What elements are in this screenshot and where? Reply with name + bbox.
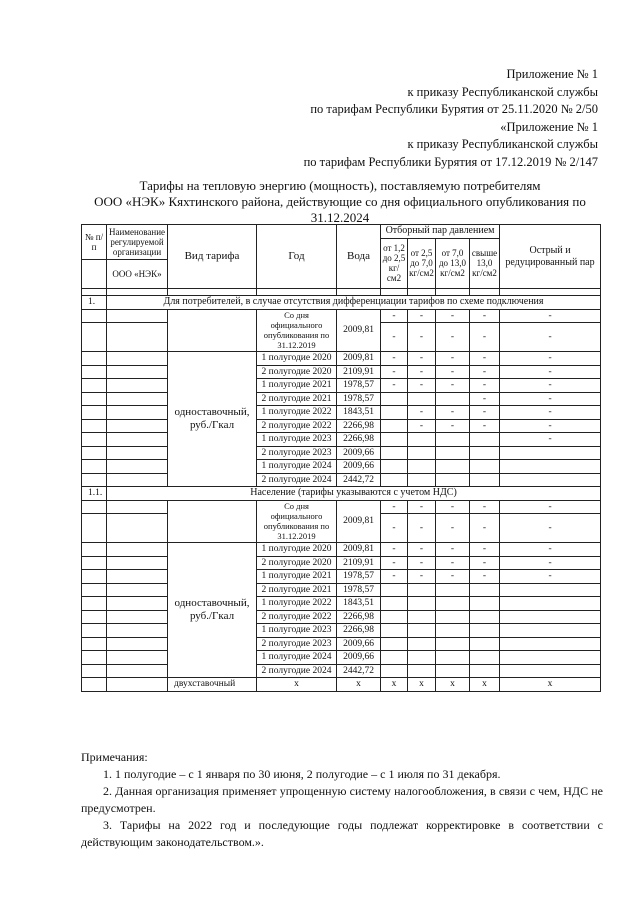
num-cell — [82, 664, 107, 678]
dash-cell: - — [470, 514, 500, 543]
dash-cell — [381, 610, 408, 624]
tariff-type-cell — [168, 309, 257, 352]
num-cell — [82, 624, 107, 638]
water-value: 2009,66 — [337, 637, 381, 651]
dash-cell — [436, 392, 470, 406]
org-cell — [107, 473, 168, 487]
dash-cell: - — [470, 352, 500, 366]
water-value: 2009,66 — [337, 460, 381, 474]
water-value: 1843,51 — [337, 406, 381, 420]
water-value: 2442,72 — [337, 473, 381, 487]
tariff-type-two-rate: двухставочный — [168, 678, 257, 692]
dash-cell: - — [436, 570, 470, 584]
document-title — [80, 178, 600, 226]
table-row — [82, 624, 601, 638]
dash-cell: - — [381, 514, 408, 543]
header-water: Вода — [337, 225, 381, 289]
dash-cell: - — [408, 365, 436, 379]
dash-cell — [408, 664, 436, 678]
num-cell — [82, 543, 107, 557]
dash-cell — [500, 664, 601, 678]
dash-cell — [408, 433, 436, 447]
org-cell — [107, 664, 168, 678]
dash-cell: - — [470, 543, 500, 557]
notes — [81, 749, 603, 851]
dash-cell — [500, 583, 601, 597]
org-cell — [107, 309, 168, 323]
water-value: 2266,98 — [337, 624, 381, 638]
dash-cell — [436, 460, 470, 474]
org-cell — [107, 460, 168, 474]
table-row — [82, 473, 601, 487]
dash-cell — [500, 460, 601, 474]
period-cell: 2 полугодие 2021 — [257, 392, 337, 406]
header-org-name: ООО «НЭК» — [107, 260, 168, 289]
document-header — [304, 66, 598, 171]
header-line: «Приложение № 1 — [500, 119, 598, 134]
dash-cell — [436, 433, 470, 447]
org-cell — [107, 651, 168, 665]
tariff-type-one-rate: одноставочный, руб./Гкал — [168, 543, 257, 678]
water-value: 2009,66 — [337, 446, 381, 460]
num-cell — [82, 637, 107, 651]
dash-cell — [381, 651, 408, 665]
dash-cell: - — [470, 500, 500, 514]
dash-cell: - — [470, 309, 500, 323]
dash-cell: - — [500, 543, 601, 557]
dash-cell: - — [436, 419, 470, 433]
header-line: к приказу Республиканской службы — [407, 84, 598, 99]
dash-cell — [436, 624, 470, 638]
table-row — [82, 419, 601, 433]
header-pressure-3: от 7,0 до 13,0 кг/см2 — [436, 238, 470, 289]
dash-cell — [470, 473, 500, 487]
dash-cell — [408, 583, 436, 597]
dash-cell: - — [408, 514, 436, 543]
dash-cell: - — [381, 323, 408, 352]
section-title: Для потребителей, в случае отсутствия дифференциации тарифов по схеме подключения — [107, 296, 601, 310]
period-cell: 2 полугодие 2023 — [257, 446, 337, 460]
dash-cell — [436, 473, 470, 487]
section-number: 1. — [82, 296, 107, 310]
table-row — [82, 610, 601, 624]
dash-cell: - — [500, 570, 601, 584]
dash-cell: - — [408, 406, 436, 420]
x-cell: х — [337, 678, 381, 692]
header-pressure-4: свыше 13,0 кг/см2 — [470, 238, 500, 289]
dash-cell: - — [436, 323, 470, 352]
water-value: 2009,81 — [337, 543, 381, 557]
section-title: Население (тарифы указываются с учетом НДС) — [107, 487, 601, 501]
num-cell — [82, 570, 107, 584]
dash-cell — [500, 610, 601, 624]
dash-cell — [470, 460, 500, 474]
header-sharp-steam: Острый и редуцированный пар — [500, 225, 601, 289]
num-cell — [82, 352, 107, 366]
table-row — [82, 352, 601, 366]
water-value: 2266,98 — [337, 419, 381, 433]
period-cell: Со дня официального опубликования по 31.12.2019 — [257, 500, 337, 543]
title-line: Тарифы на тепловую энергию (мощность), поставляемую потребителям — [139, 178, 541, 193]
num-cell — [82, 556, 107, 570]
org-cell — [107, 597, 168, 611]
period-cell: 2 полугодие 2021 — [257, 583, 337, 597]
dash-cell: - — [436, 406, 470, 420]
dash-cell — [381, 392, 408, 406]
water-value: 1978,57 — [337, 392, 381, 406]
num-cell — [82, 583, 107, 597]
water-value: 2266,98 — [337, 433, 381, 447]
period-cell: 2 полугодие 2020 — [257, 365, 337, 379]
header-org: Наименование регулируемой организации — [107, 225, 168, 260]
num-cell — [82, 433, 107, 447]
dash-cell: - — [500, 500, 601, 514]
dash-cell — [381, 664, 408, 678]
tariff-type-cell — [168, 500, 257, 543]
x-cell: х — [257, 678, 337, 692]
table-row — [82, 583, 601, 597]
dash-cell: - — [381, 309, 408, 323]
org-cell — [107, 419, 168, 433]
x-cell: х — [500, 678, 601, 692]
header-num-empty — [82, 260, 107, 289]
org-cell — [107, 406, 168, 420]
period-cell: 1 полугодие 2022 — [257, 597, 337, 611]
dash-cell — [500, 637, 601, 651]
dash-cell — [500, 446, 601, 460]
dash-cell — [470, 624, 500, 638]
org-cell — [107, 514, 168, 543]
dash-cell — [408, 637, 436, 651]
org-cell — [107, 500, 168, 514]
dash-cell: - — [500, 379, 601, 393]
dash-cell — [436, 610, 470, 624]
period-cell: 1 полугодие 2022 — [257, 406, 337, 420]
dash-cell: - — [436, 379, 470, 393]
x-cell: х — [470, 678, 500, 692]
dash-cell: - — [381, 379, 408, 393]
dash-cell — [408, 446, 436, 460]
dash-cell: - — [500, 406, 601, 420]
dash-cell — [436, 597, 470, 611]
table-row — [82, 570, 601, 584]
org-cell — [107, 446, 168, 460]
org-cell — [107, 379, 168, 393]
header-year: Год — [257, 225, 337, 289]
title-line: 31.12.2024 — [310, 210, 370, 225]
water-value: 1978,57 — [337, 379, 381, 393]
dash-cell: - — [408, 352, 436, 366]
table-row — [82, 365, 601, 379]
dash-cell — [470, 610, 500, 624]
dash-cell — [500, 473, 601, 487]
dash-cell — [436, 637, 470, 651]
period-cell: 1 полугодие 2023 — [257, 433, 337, 447]
dash-cell — [408, 597, 436, 611]
dash-cell: - — [381, 570, 408, 584]
dash-cell: - — [470, 419, 500, 433]
num-cell — [82, 446, 107, 460]
org-cell — [107, 543, 168, 557]
dash-cell — [381, 583, 408, 597]
period-cell: 1 полугодие 2021 — [257, 570, 337, 584]
dash-cell — [381, 597, 408, 611]
org-cell — [107, 556, 168, 570]
dash-cell — [381, 473, 408, 487]
dash-cell: - — [470, 323, 500, 352]
dash-cell: - — [408, 500, 436, 514]
org-cell — [107, 323, 168, 352]
dash-cell — [381, 460, 408, 474]
note-3: 3. Тарифы на 2022 год и последующие годы подлежат корректировке в соответствии с действующим законодательством.». — [81, 818, 603, 849]
num-cell — [82, 651, 107, 665]
header-num: № п/п — [82, 225, 107, 260]
table-row — [82, 392, 601, 406]
water-value: 2442,72 — [337, 664, 381, 678]
table-row — [82, 309, 601, 323]
dash-cell — [470, 433, 500, 447]
dash-cell: - — [408, 379, 436, 393]
dash-cell — [381, 637, 408, 651]
table-row — [82, 500, 601, 514]
dash-cell: - — [436, 309, 470, 323]
num-cell — [82, 597, 107, 611]
dash-cell — [470, 664, 500, 678]
table-row — [82, 379, 601, 393]
dash-cell: - — [408, 323, 436, 352]
period-cell: 2 полугодие 2022 — [257, 610, 337, 624]
period-cell: 1 полугодие 2020 — [257, 352, 337, 366]
water-value: 2009,66 — [337, 651, 381, 665]
dash-cell: - — [500, 352, 601, 366]
table-row — [82, 664, 601, 678]
dash-cell: - — [436, 365, 470, 379]
dash-cell: - — [470, 365, 500, 379]
dash-cell — [408, 392, 436, 406]
water-value: 2009,81 — [337, 309, 381, 352]
header-pressure-1: от 1,2 до 2,5 кг/см2 — [381, 238, 408, 289]
period-cell: 1 полугодие 2021 — [257, 379, 337, 393]
water-value: 1843,51 — [337, 597, 381, 611]
num-cell — [82, 323, 107, 352]
dash-cell: - — [408, 556, 436, 570]
dash-cell — [408, 610, 436, 624]
dash-cell: - — [436, 556, 470, 570]
dash-cell — [381, 433, 408, 447]
org-cell — [107, 637, 168, 651]
header-line: к приказу Республиканской службы — [407, 137, 598, 151]
period-cell: 1 полугодие 2023 — [257, 624, 337, 638]
num-cell — [82, 610, 107, 624]
table-row — [82, 651, 601, 665]
period-cell: Со дня официального опубликования по 31.12.2019 — [257, 309, 337, 352]
period-cell: 2 полугодие 2022 — [257, 419, 337, 433]
org-cell — [107, 433, 168, 447]
org-cell — [107, 610, 168, 624]
num-cell — [82, 379, 107, 393]
period-cell: 2 полугодие 2024 — [257, 664, 337, 678]
dash-cell: - — [436, 352, 470, 366]
dash-cell: - — [408, 570, 436, 584]
org-cell — [107, 570, 168, 584]
dash-cell — [470, 651, 500, 665]
water-value: 2109,91 — [337, 556, 381, 570]
dash-cell — [381, 624, 408, 638]
dash-cell: - — [381, 352, 408, 366]
dash-cell: - — [436, 514, 470, 543]
dash-cell: - — [381, 556, 408, 570]
tariff-type-one-rate: одноставочный, руб./Гкал — [168, 352, 257, 487]
dash-cell — [436, 664, 470, 678]
dash-cell — [408, 651, 436, 665]
water-value: 1978,57 — [337, 570, 381, 584]
x-cell: х — [381, 678, 408, 692]
dash-cell: - — [500, 392, 601, 406]
dash-cell — [381, 419, 408, 433]
header-line: Приложение № 1 — [506, 67, 598, 81]
org-cell — [107, 678, 168, 692]
water-value: 1978,57 — [337, 583, 381, 597]
dash-cell: - — [500, 323, 601, 352]
dash-cell: - — [470, 392, 500, 406]
dash-cell: - — [408, 543, 436, 557]
dash-cell — [470, 637, 500, 651]
table-row — [82, 487, 601, 501]
dash-cell — [408, 624, 436, 638]
dash-cell: - — [470, 570, 500, 584]
dash-cell: - — [408, 309, 436, 323]
period-cell: 2 полугодие 2023 — [257, 637, 337, 651]
note-1: 1. 1 полугодие – с 1 января по 30 июня, 2 полугодие – с 1 июля по 31 декабря. — [103, 767, 501, 781]
dash-cell: - — [500, 433, 601, 447]
header-pressure-2: от 2,5 до 7,0 кг/см2 — [408, 238, 436, 289]
period-cell: 1 полугодие 2024 — [257, 460, 337, 474]
num-cell — [82, 473, 107, 487]
note-2: 2. Данная организация применяет упрощенную систему налогообложения, в связи с чем, НДС не предусмотрен. — [81, 784, 603, 815]
x-cell: х — [436, 678, 470, 692]
table-row — [82, 543, 601, 557]
dash-cell: - — [436, 500, 470, 514]
period-cell: 1 полугодие 2020 — [257, 543, 337, 557]
dash-cell: - — [381, 543, 408, 557]
period-cell: 2 полугодие 2024 — [257, 473, 337, 487]
water-value: 2009,81 — [337, 352, 381, 366]
dash-cell — [470, 597, 500, 611]
dash-cell: - — [470, 406, 500, 420]
dash-cell — [470, 583, 500, 597]
notes-heading: Примечания: — [81, 750, 148, 764]
table-row — [82, 597, 601, 611]
period-cell: 2 полугодие 2020 — [257, 556, 337, 570]
dash-cell: - — [500, 419, 601, 433]
table-row — [82, 460, 601, 474]
org-cell — [107, 365, 168, 379]
org-cell — [107, 352, 168, 366]
table-row — [82, 678, 601, 692]
dash-cell: - — [500, 365, 601, 379]
num-cell — [82, 678, 107, 692]
dash-cell: - — [470, 379, 500, 393]
dash-cell — [436, 583, 470, 597]
org-cell — [107, 583, 168, 597]
header-line: по тарифам Республики Бурятия от 25.11.2020 № 2/50 — [310, 102, 598, 116]
dash-cell — [436, 446, 470, 460]
num-cell — [82, 309, 107, 323]
dash-cell — [500, 651, 601, 665]
dash-cell — [436, 651, 470, 665]
num-cell — [82, 419, 107, 433]
water-value: 2109,91 — [337, 365, 381, 379]
num-cell — [82, 406, 107, 420]
table-row — [82, 446, 601, 460]
water-value: 2009,81 — [337, 500, 381, 543]
header-line: по тарифам Республики Бурятия от 17.12.2019 № 2/147 — [303, 154, 598, 169]
dash-cell: - — [381, 365, 408, 379]
header-steam: Отборный пар давлением — [381, 225, 500, 239]
num-cell — [82, 365, 107, 379]
table-row — [82, 406, 601, 420]
dash-cell: - — [436, 543, 470, 557]
water-value: 2266,98 — [337, 610, 381, 624]
table-row — [82, 637, 601, 651]
dash-cell — [408, 460, 436, 474]
num-cell — [82, 460, 107, 474]
table-row — [82, 433, 601, 447]
dash-cell — [408, 473, 436, 487]
dash-cell: - — [381, 500, 408, 514]
dash-cell: - — [500, 556, 601, 570]
dash-cell: - — [500, 309, 601, 323]
dash-cell — [381, 406, 408, 420]
dash-cell: - — [500, 514, 601, 543]
dash-cell: - — [408, 419, 436, 433]
dash-cell — [470, 446, 500, 460]
tariff-table — [81, 224, 601, 692]
num-cell — [82, 392, 107, 406]
header-tariff-type: Вид тарифа — [168, 225, 257, 289]
dash-cell — [381, 446, 408, 460]
org-cell — [107, 392, 168, 406]
dash-cell — [500, 597, 601, 611]
table-row — [82, 296, 601, 310]
period-cell: 1 полугодие 2024 — [257, 651, 337, 665]
section-number: 1.1. — [82, 487, 107, 501]
table-row — [82, 556, 601, 570]
title-line: ООО «НЭК» Кяхтинского района, действующие со дня официального опубликования по — [94, 194, 586, 209]
dash-cell: - — [470, 556, 500, 570]
num-cell — [82, 514, 107, 543]
dash-cell — [500, 624, 601, 638]
org-cell — [107, 624, 168, 638]
x-cell: х — [408, 678, 436, 692]
num-cell — [82, 500, 107, 514]
